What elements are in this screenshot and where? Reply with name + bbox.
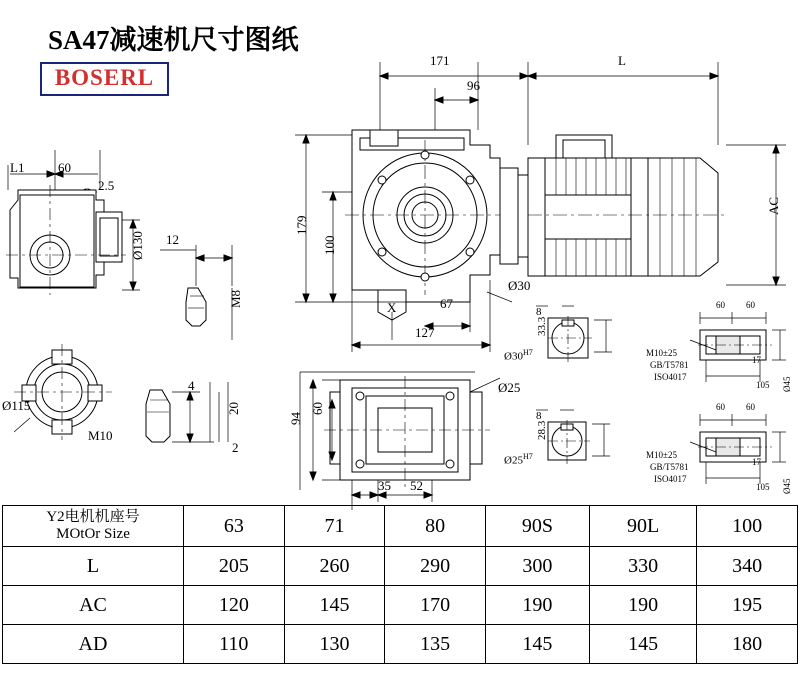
dim-179: 179 <box>294 215 309 235</box>
cell-AD-80: 135 <box>385 625 486 664</box>
cell-L-71: 260 <box>284 547 385 586</box>
table-row <box>3 625 798 664</box>
col-100: 100 <box>697 506 798 547</box>
dim-60: 60 <box>58 160 71 175</box>
page-title: SA47减速机尺寸图纸 <box>48 25 299 55</box>
cell-AD-71: 130 <box>284 625 385 664</box>
header-cn: Y2电机机座号 <box>46 509 140 525</box>
col-71: 71 <box>284 506 385 547</box>
dim-8-b: 8 <box>536 410 542 422</box>
key-GB-a: GB/T5781 <box>650 360 689 370</box>
cell-L-80: 290 <box>385 547 486 586</box>
key-60-b: 60 <box>746 300 755 310</box>
cell-L-63: 205 <box>184 547 285 586</box>
key-105-b: 105 <box>756 482 770 492</box>
dim-X: X <box>387 300 397 315</box>
dim-100: 100 <box>322 235 337 255</box>
cell-AD-90s: 145 <box>485 625 589 664</box>
key-ISO-a: ISO4017 <box>654 372 687 382</box>
dim-12: 12 <box>166 232 179 247</box>
dim-AC: AC <box>766 196 781 215</box>
dim-M8: M8 <box>228 289 243 308</box>
table-row <box>3 586 798 625</box>
dim-52: 52 <box>410 478 423 493</box>
table-header-label <box>3 506 184 547</box>
cell-AC-63: 120 <box>184 586 285 625</box>
cell-AC-100: 195 <box>697 586 798 625</box>
dim-L: L <box>618 53 626 68</box>
key-dia45-b: Ø45 <box>782 478 792 494</box>
key-60-a: 60 <box>716 300 725 310</box>
row-label-AD: AD <box>3 625 184 664</box>
row-label-AC: AC <box>3 586 184 625</box>
key-60-d: 60 <box>746 402 755 412</box>
key-ISO-b: ISO4017 <box>654 474 687 484</box>
col-63: 63 <box>184 506 285 547</box>
dim-67: 67 <box>440 296 453 311</box>
dim-2-5: 2.5 <box>98 178 115 193</box>
cell-AC-71: 145 <box>284 586 385 625</box>
header-en: MOtOr Size <box>56 526 130 542</box>
key-105-a: 105 <box>756 380 770 390</box>
cell-AD-100: 180 <box>697 625 798 664</box>
col-90s: 90S <box>485 506 589 547</box>
dim-35: 35 <box>378 478 391 493</box>
cell-AD-63: 110 <box>184 625 285 664</box>
cell-AC-90s: 190 <box>485 586 589 625</box>
dim-2: 2 <box>232 440 239 455</box>
dim-4: 4 <box>188 378 195 393</box>
dim-dia25-h7: $Ø25^{H7}$ <box>504 452 533 467</box>
dim-L1: L1 <box>10 160 25 175</box>
dim-M10: M10 <box>88 428 113 443</box>
table-header-row <box>3 506 798 547</box>
dim-dia30: Ø30 <box>508 278 531 293</box>
cell-L-90l: 330 <box>589 547 696 586</box>
key-60-c: 60 <box>716 402 725 412</box>
dim-33-3: 33.3 <box>536 316 548 336</box>
dim-94: 94 <box>288 412 303 425</box>
technical-drawing <box>0 40 800 510</box>
dim-dia25: Ø25 <box>498 380 521 395</box>
key-M10-b: M10±25 <box>646 450 677 460</box>
key-17-b: 17 <box>752 457 761 467</box>
dim-20: 20 <box>226 402 241 415</box>
dim-171: 171 <box>430 53 450 68</box>
row-label-L: L <box>3 547 184 586</box>
cell-L-90s: 300 <box>485 547 589 586</box>
cell-L-100: 340 <box>697 547 798 586</box>
cell-AC-80: 170 <box>385 586 486 625</box>
dim-8-a: 8 <box>536 306 542 318</box>
key-17-a: 17 <box>752 355 761 365</box>
dim-60-plan: 60 <box>310 402 325 415</box>
col-80: 80 <box>385 506 486 547</box>
col-90l: 90L <box>589 506 696 547</box>
motor-size-table <box>2 505 798 664</box>
key-dia45-a: Ø45 <box>782 376 792 392</box>
dim-dia130: Ø130 <box>130 231 145 260</box>
cell-AD-90l: 145 <box>589 625 696 664</box>
table-row <box>3 547 798 586</box>
dim-28-3: 28.3 <box>536 420 548 440</box>
dim-96: 96 <box>467 78 480 93</box>
cell-AC-90l: 190 <box>589 586 696 625</box>
brand-logo-text: BOSERL <box>54 65 155 90</box>
dim-dia30-h7: $Ø30^{H7}$ <box>504 348 533 363</box>
dim-dia115: Ø115 <box>2 398 31 413</box>
key-M10-a: M10±25 <box>646 348 677 358</box>
key-GB-b: GB/T5781 <box>650 462 689 472</box>
dim-127: 127 <box>415 325 435 340</box>
